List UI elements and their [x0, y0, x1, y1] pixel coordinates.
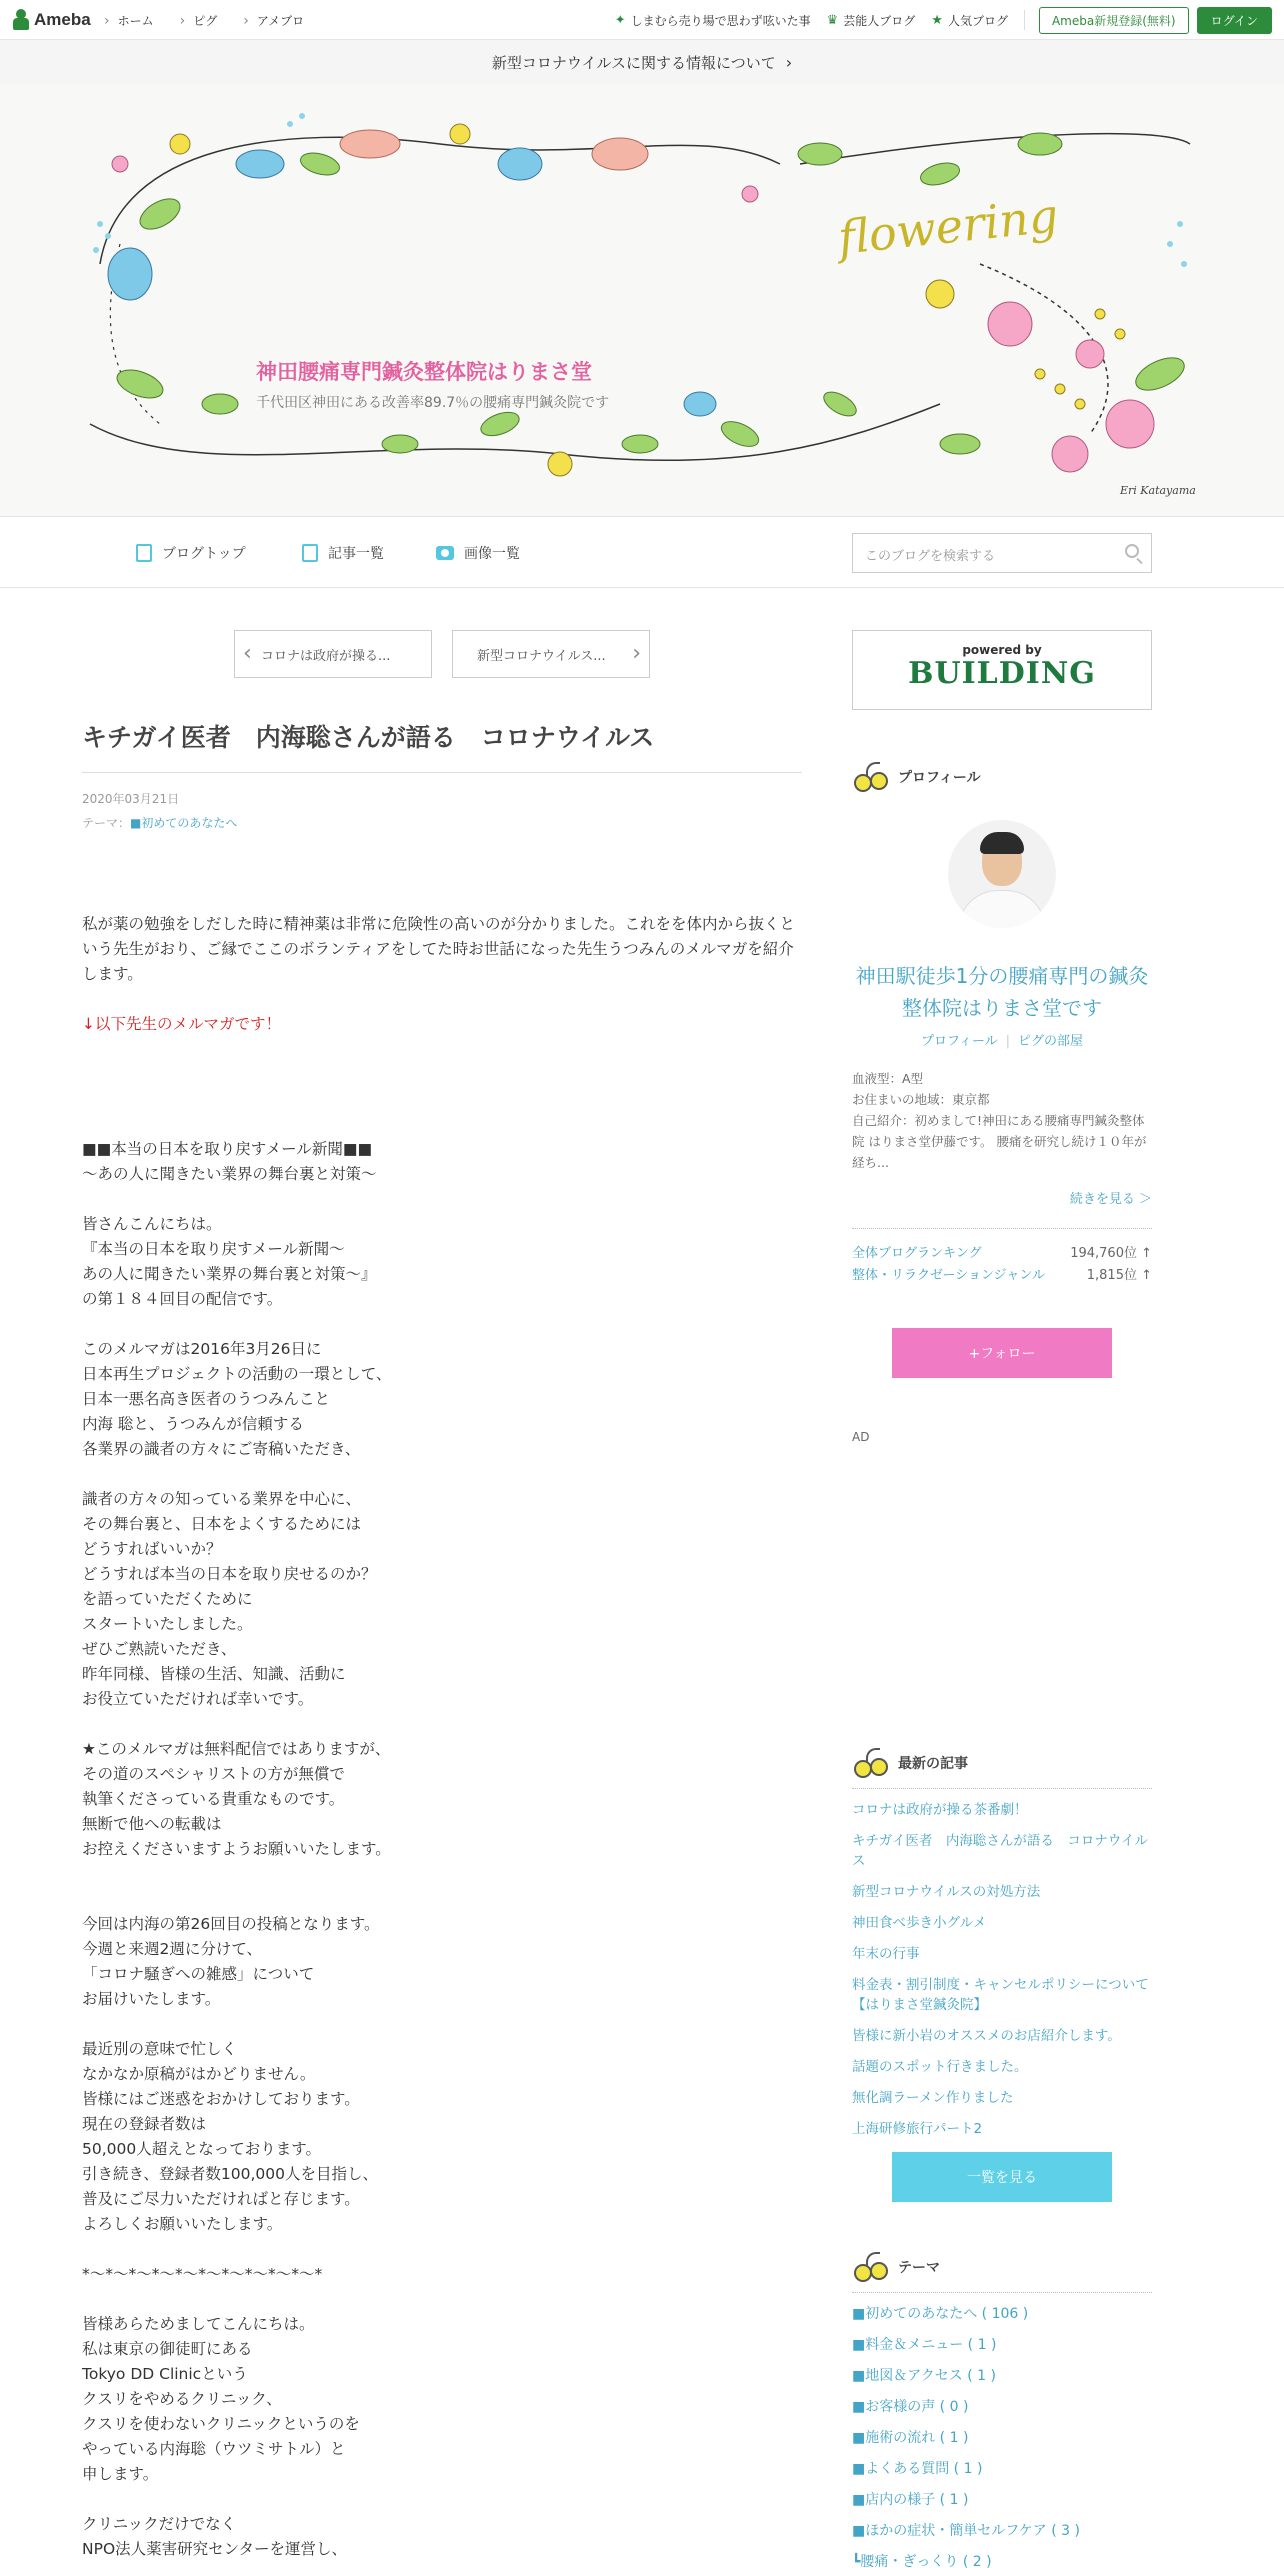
theme-link[interactable]: ■施術の流れ ( 1 )	[852, 2430, 969, 2446]
view-all-button[interactable]: 一覧を見る	[892, 2152, 1112, 2202]
recent-entry-link[interactable]: 皆様に新小岩のオススメのお店紹介します。	[852, 2028, 1121, 2044]
divider: |	[1005, 1034, 1011, 1049]
next-entry-label: 新型コロナウイルス...	[477, 648, 606, 664]
post-paragraph: クリニックだけでなく NPO法人薬害研究センターを運営し、	[82, 2515, 348, 2558]
recent-entry-link[interactable]: 話題のスポット行きました。	[852, 2059, 1028, 2075]
theme-link[interactable]: ■店内の様子 ( 1 )	[852, 2492, 969, 2508]
ameba-logo[interactable]	[12, 8, 91, 32]
recent-entry-link[interactable]: 年末の行事	[852, 1946, 920, 1962]
blog-header	[0, 84, 1284, 516]
blog-search-input[interactable]	[852, 533, 1152, 573]
entry-list-label: 記事一覧	[328, 546, 384, 562]
next-entry-button[interactable]	[452, 630, 650, 678]
sparkle-icon: ✦	[614, 12, 626, 28]
ameba-mascot-icon	[12, 9, 30, 31]
blog-top-link[interactable]	[136, 543, 246, 563]
search-icon[interactable]	[1125, 544, 1139, 558]
nav-ameblo[interactable]: › アメブロ	[243, 12, 304, 29]
follow-button[interactable]: +フォロー	[892, 1328, 1112, 1378]
nav-pigg[interactable]: › ピグ	[180, 12, 218, 29]
theme-list	[852, 2304, 1152, 2568]
search-placeholder: このブログを検索する	[865, 549, 996, 564]
artist-signature: Eri Katayama	[1120, 484, 1196, 497]
celebrity-label: 芸能人ブログ	[843, 13, 916, 28]
recent-entry-link[interactable]: 神田食べ歩き小グルメ	[852, 1915, 987, 1931]
global-nav	[104, 0, 304, 40]
post-paragraph: このメルマガは2016年3月26日に 日本再生プロジェクトの活動の一環として、 日本一悪名高き医者のうつみんこと 内海 聡と、うつみんが信頼する 各業界の識者の方々にご寄稿いただき、	[82, 1340, 392, 1458]
ranking-overall-value: 194,760位 ↑	[1070, 1246, 1152, 1261]
ranking	[852, 1228, 1152, 1287]
ranking-genre-value: 1,815位 ↑	[1086, 1268, 1152, 1283]
post-paragraph: 識者の方々の知っている業界を中心に、 その舞台裏と、日本をよくするためには どうすればいいか？ どうすれば本当の日本を取り戻せるのか？ を語っていただくために スタートいたしました。 ぜひご熟読いただき、 昨年同様、皆様の生活、知識、活動に お役立ていただければ幸いです。	[82, 1490, 377, 1708]
theme-link[interactable]: ■お客様の声 ( 0 )	[852, 2399, 969, 2415]
document-icon	[136, 544, 152, 562]
cherry-icon	[852, 762, 892, 792]
camera-icon	[436, 546, 454, 560]
theme-heading	[852, 2252, 1152, 2293]
nav-home[interactable]: › ホーム	[104, 12, 154, 29]
recent-entry-link[interactable]: 無化調ラーメン作りました	[852, 2090, 1014, 2106]
crown-icon: ♛	[826, 12, 839, 28]
recent-entry-link[interactable]: コロナは政府が操る茶番劇！	[852, 1802, 1028, 1818]
profile-links	[852, 1030, 1152, 1049]
banner-logo: BUILDING	[908, 656, 1096, 691]
global-header	[0, 0, 1284, 40]
notice-text: 新型コロナウイルスに関する情報について	[491, 53, 776, 72]
post-paragraph: ★このメルマガは無料配信ではありますが、 その道のスペシャリストの方が無償で 執筆くださっている貴重なものです。 無断で他への転載は お控えくださいますようお願いいたします。	[82, 1740, 391, 1858]
profile-info	[852, 1068, 1152, 1173]
ad-label: AD	[852, 1430, 870, 1444]
popular-blog-link[interactable]	[931, 12, 1008, 29]
post-paragraph: ■■本当の日本を取り戻すメール新聞■■ 〜あの人に聞きたい業界の舞台裏と対策〜	[82, 1140, 377, 1183]
theme-link[interactable]: ■地図＆アクセス ( 1 )	[852, 2368, 996, 2384]
post-paragraph: 皆様あらためましてこんにちは。 私は東京の御徒町にある Tokyo DD Clinicという クスリをやめるクリニック、 クスリを使わないクリニックというのを やっている内海聡（ウツミサトル）と 申します。	[82, 2315, 360, 2483]
blog-title[interactable]: 神田腰痛専門鍼灸整体院はりまさ堂	[256, 360, 592, 384]
post-red-note: ↓以下先生のメルマガです！	[82, 1015, 281, 1033]
ranking-genre-link[interactable]: 整体・リラクゼーションジャンル	[852, 1268, 1046, 1283]
theme-heading-label: テーマ	[898, 2260, 940, 2276]
post-theme-label: テーマ：	[82, 816, 131, 830]
star-icon: ★	[931, 12, 943, 28]
copy-icon	[302, 544, 318, 562]
cherry-icon	[852, 2252, 892, 2282]
theme-link[interactable]: ■初めてのあなたへ ( 106 )	[852, 2306, 1029, 2322]
blood-type: 血液型：A型	[852, 1071, 924, 1086]
recent-entry-link[interactable]: キチガイ医者 内海聡さんが語る コロナウイルス	[852, 1833, 1148, 1869]
profile-heading-label: プロフィール	[898, 770, 981, 786]
divider	[1024, 10, 1025, 30]
trending-label: しまむら売り場で思わず呟いた事	[630, 13, 811, 28]
post-date: 2020年03月21日	[82, 792, 180, 806]
post-theme-link[interactable]: ■初めてのあなたへ	[130, 816, 238, 830]
read-more-link[interactable]: 続きを見る ＞	[1069, 1192, 1152, 1207]
profile-link[interactable]: プロフィール	[920, 1034, 998, 1049]
theme-link[interactable]: ■ほかの症状・簡単セルフケア ( 3 )	[852, 2523, 1080, 2539]
post-paragraph: 皆さんこんにちは。 『本当の日本を取り戻すメール新聞〜 あの人に聞きたい業界の舞台裏と対策〜』 の第１８４回目の配信です。	[82, 1215, 377, 1308]
recent-heading-label: 最新の記事	[898, 1756, 968, 1772]
header-right	[615, 0, 1272, 40]
profile-heading	[852, 762, 1152, 802]
residence: お住まいの地域：東京都	[852, 1092, 990, 1107]
recent-entry-link[interactable]: 料金表・割引制度・キャンセルポリシーについて 【はりまさ堂鍼灸院】	[852, 1977, 1163, 2013]
image-list-link[interactable]	[436, 543, 520, 563]
self-intro: 自己紹介：初めまして!神田にある腰痛専門鍼灸整体院 はりまさ堂伊藤です。 腰痛を研究し続け１０年が経ち...	[852, 1113, 1147, 1170]
blog-description: 千代田区神田にある改善率89.7％の腰痛専門鍼灸院です	[256, 395, 610, 411]
logo-text: Ameba	[34, 10, 91, 29]
post-theme	[82, 814, 237, 831]
blog-nav	[0, 516, 1284, 588]
avatar[interactable]	[948, 820, 1056, 928]
chevron-right-icon: ›	[785, 52, 793, 72]
post-body	[82, 912, 802, 2562]
chevron-right-icon: ›	[632, 641, 641, 666]
recent-entries	[852, 1800, 1163, 2150]
post-intro: 私が薬の勉強をしだした時に精神薬は非常に危険性の高いのが分かりました。これをを体内から抜くという先生がおり、ご縁でここのボランティアをしてた時お世話になった先生うつみんのメルマガを紹介します。	[82, 915, 796, 983]
blog-top-label: ブログトップ	[162, 546, 246, 562]
popular-label: 人気ブログ	[947, 13, 1008, 28]
covid-notice-bar[interactable]	[0, 40, 1284, 84]
post-separator: *〜*〜*〜*〜*〜*〜*〜*〜*〜*〜*	[82, 2265, 323, 2283]
flowering-script: flowering	[835, 188, 1061, 265]
profile-name[interactable]: 神田駅徒歩1分の腰痛専門の鍼灸整体院はりまさ堂です	[855, 964, 1149, 1020]
register-button[interactable]: Ameba新規登録(無料)	[1039, 7, 1189, 34]
cherry-icon	[852, 1748, 892, 1778]
prev-entry-label: コロナは政府が操る...	[261, 648, 391, 664]
banner-powered-by: powered by	[962, 643, 1042, 657]
floral-header-illustration	[80, 104, 1204, 504]
prev-entry-button[interactable]	[234, 630, 432, 678]
post-paragraph: 今回は内海の第26回目の投稿となります。 今週と来週2週に分けて、 「コロナ騒ぎへの雑感」について お届けいたします。	[82, 1915, 380, 2008]
recent-entry-link[interactable]: 上海研修旅行パート2	[852, 2121, 983, 2137]
building-banner[interactable]	[852, 630, 1152, 710]
theme-link[interactable]: ■料金＆メニュー ( 1 )	[852, 2337, 997, 2353]
login-button[interactable]: ログイン	[1197, 7, 1272, 34]
entry-list-link[interactable]	[302, 543, 384, 563]
pigg-room-link[interactable]: ピグの部屋	[1018, 1034, 1084, 1049]
chevron-left-icon: ‹	[243, 641, 252, 666]
image-list-label: 画像一覧	[464, 546, 520, 562]
ranking-overall-link[interactable]: 全体ブログランキング	[852, 1246, 982, 1261]
trending-link[interactable]	[615, 12, 811, 29]
theme-link[interactable]: ┗腰痛・ぎっくり ( 2 )	[852, 2554, 992, 2568]
post-title: キチガイ医者 内海聡さんが語る コロナウイルス	[82, 718, 802, 773]
post-paragraph: 最近別の意味で忙しく なかなか原稿がはかどりません。 皆様にはご迷惑をおかけしております。 現在の登録者数は 50,000人超えとなっております。 引き続き、登録者数100,000人を目指し、 普及にご尽力いただければと存じます。 よろしくお願いいたします。	[82, 2040, 378, 2233]
celebrity-blog-link[interactable]	[827, 12, 916, 29]
recent-entry-link[interactable]: 新型コロナウイルスの対処方法	[852, 1884, 1041, 1900]
recent-heading	[852, 1748, 1152, 1789]
theme-link[interactable]: ■よくある質問 ( 1 )	[852, 2461, 983, 2477]
